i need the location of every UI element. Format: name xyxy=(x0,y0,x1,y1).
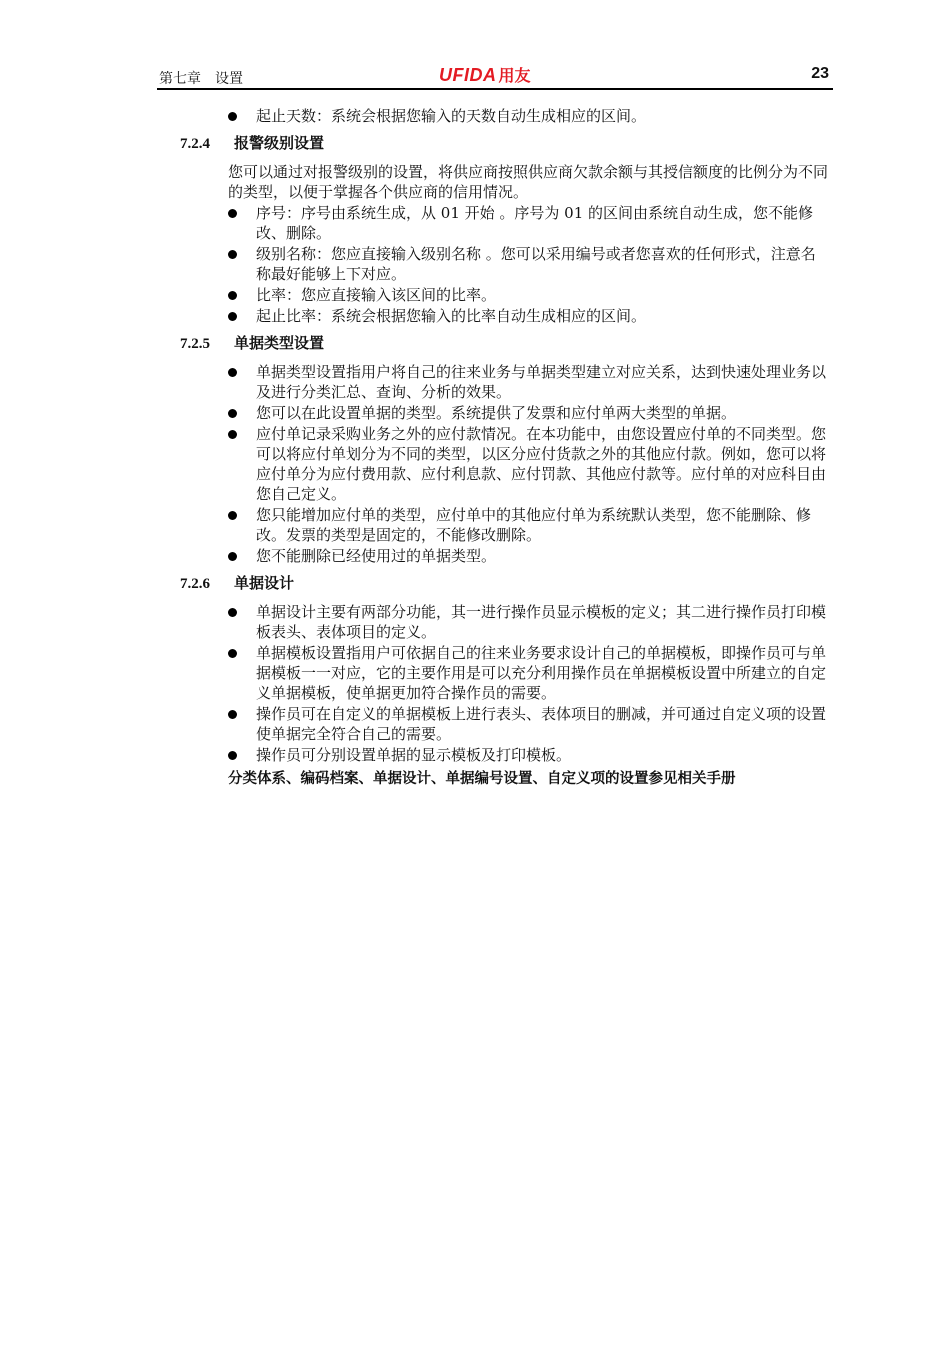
bullet-icon xyxy=(228,649,237,658)
list-item xyxy=(228,285,830,305)
bullet-icon xyxy=(228,112,237,121)
list-item-text: 级别名称：您应直接输入级别名称 。您可以采用编号或者您喜欢的任何形式，注意名称最好能够上下对应。 xyxy=(256,245,816,283)
bullet-list-7-2-5 xyxy=(228,362,830,566)
list-item xyxy=(228,244,830,284)
section-heading-7-2-5 xyxy=(180,333,830,354)
list-item-text: 您不能删除已经使用过的单据类型。 xyxy=(256,547,497,565)
section-title-text: 单据设计 xyxy=(234,574,295,592)
bullet-icon xyxy=(228,552,237,561)
chapter-title: 第七章 设置 xyxy=(159,71,243,87)
list-item xyxy=(228,745,830,765)
bullet-list-7-2-4 xyxy=(228,203,830,326)
list-item xyxy=(228,106,830,126)
list-item xyxy=(228,602,830,642)
section-heading-7-2-6 xyxy=(180,573,830,594)
closing-note: 分类体系、编码档案、单据设计、单据编号设置、自定义项的设置参见相关手册 xyxy=(228,771,736,787)
list-item xyxy=(228,505,830,545)
section-number: 7.2.5 xyxy=(180,336,210,352)
list-item xyxy=(228,424,830,504)
list-item-text: 序号：序号由系统生成，从 01 开始 。序号为 01 的区间由系统自动生成，您不能修改、删除。 xyxy=(256,204,814,242)
list-item-text: 操作员可分别设置单据的显示模板及打印模板。 xyxy=(256,746,572,764)
page-content xyxy=(180,106,830,789)
bullet-icon xyxy=(228,710,237,719)
list-item xyxy=(228,403,830,423)
list-item xyxy=(228,643,830,703)
ufida-logo xyxy=(439,63,531,86)
intro-bullet-list xyxy=(228,106,830,126)
list-item-text: 单据设计主要有两部分功能，其一进行操作员显示模板的定义；其二进行操作员打印模板表头、表体项目的定义。 xyxy=(256,603,827,641)
bullet-icon xyxy=(228,430,237,439)
section-paragraph: 您可以通过对报警级别的设置，将供应商按照供应商欠款余额与其授信额度的比例分为不同的类型，以便于掌握各个供应商的信用情况。 xyxy=(228,163,829,201)
bullet-icon xyxy=(228,368,237,377)
list-item-text: 起止比率：系统会根据您输入的比率自动生成相应的区间。 xyxy=(256,307,647,325)
bullet-icon xyxy=(228,209,237,218)
list-item-text: 您可以在此设置单据的类型。系统提供了发票和应付单两大类型的单据。 xyxy=(256,404,737,422)
section-title-text: 单据类型设置 xyxy=(234,334,325,352)
list-item xyxy=(228,306,830,326)
list-item xyxy=(228,704,830,744)
list-item-text: 操作员可在自定义的单据模板上进行表头、表体项目的删减，并可通过自定义项的设置使单据完全符合自己的需要。 xyxy=(256,705,827,743)
bullet-icon xyxy=(228,751,237,760)
section-title-text: 报警级别设置 xyxy=(234,134,325,152)
section-heading-7-2-4 xyxy=(180,133,830,154)
bullet-icon xyxy=(228,409,237,418)
list-item-text: 单据模板设置指用户可依据自己的往来业务要求设计自己的单据模板，即操作员可与单据模板一一对应，它的主要作用是可以充分利用操作员在单据模板设置中所建立的自定义单据模板，使单据更加符合操作员的需要。 xyxy=(256,644,827,702)
logo-chinese-text: 用友 xyxy=(498,66,531,85)
list-item xyxy=(228,203,830,243)
bullet-icon xyxy=(228,608,237,617)
bullet-list-7-2-6 xyxy=(228,602,830,765)
list-item-text: 应付单记录采购业务之外的应付款情况。在本功能中，由您设置应付单的不同类型。您可以将应付单划分为不同的类型，以区分应付货款之外的其他应付款。例如，您可以将应付单分为应付费用款、应付利息款、应付罚款、其他应付款等。应付单的对应科目由您自己定义。 xyxy=(256,425,827,503)
bullet-icon xyxy=(228,312,237,321)
list-item-text: 单据类型设置指用户将自己的往来业务与单据类型建立对应关系，达到快速处理业务以及进行分类汇总、查询、分析的效果。 xyxy=(256,363,827,401)
list-item-text: 您只能增加应付单的类型，应付单中的其他应付单为系统默认类型，您不能删除、修改。发票的类型是固定的，不能修改删除。 xyxy=(256,506,812,544)
list-item-text: 比率：您应直接输入该区间的比率。 xyxy=(256,286,497,304)
section-number: 7.2.4 xyxy=(180,136,210,152)
logo-latin-text: UFIDA xyxy=(439,65,497,85)
section-number: 7.2.6 xyxy=(180,576,210,592)
bullet-icon xyxy=(228,291,237,300)
page-header xyxy=(157,62,833,90)
list-item xyxy=(228,362,830,402)
list-item xyxy=(228,546,830,566)
bullet-icon xyxy=(228,250,237,259)
bullet-icon xyxy=(228,511,237,520)
list-item-text: 起止天数：系统会根据您输入的天数自动生成相应的区间。 xyxy=(256,107,647,125)
page-number: 23 xyxy=(811,65,829,82)
